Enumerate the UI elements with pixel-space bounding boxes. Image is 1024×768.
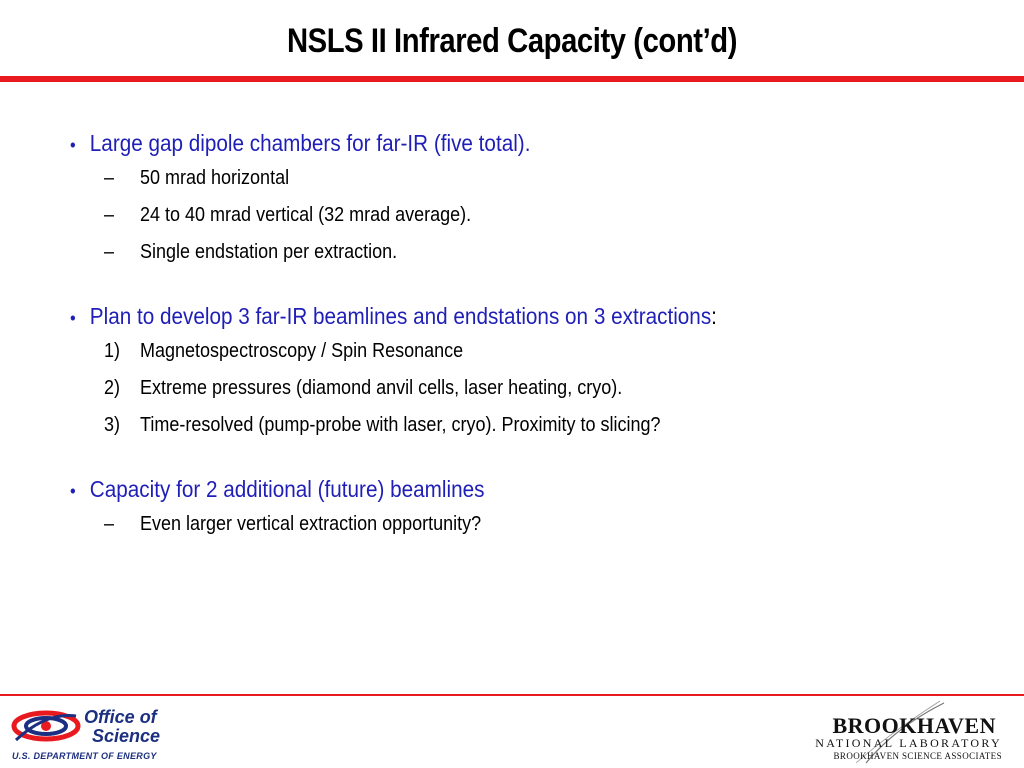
bullet-dot-icon: • [70,308,76,328]
sub-text: Even larger vertical extraction opportunity? [140,513,482,535]
section-2 [70,301,970,444]
title-divider [0,76,1024,82]
sub-item [104,234,883,271]
national-laboratory-label: NATIONAL LABORATORY [815,736,1002,750]
sub-text: Extreme pressures (diamond anvil cells, laser heating, cryo). [140,377,623,399]
sub-item [104,407,883,444]
sub-text: Time-resolved (pump-probe with laser, cryo). Proximity to slicing? [140,414,661,436]
sub-text: 24 to 40 mrad vertical (32 mrad average). [140,204,472,226]
sub-text: Single endstation per extraction. [140,241,398,263]
sub-marker: 2) [104,377,121,399]
sub-item [104,197,883,234]
sub-text: 50 mrad horizontal [140,167,290,189]
office-of-science-line1: Office of [84,707,157,727]
bullet-dot-icon: • [70,135,76,155]
brookhaven-name: BROOKHAVEN [832,713,996,738]
slide-title: NSLS II Infrared Capacity (cont’d) [286,22,738,60]
bullet-dot-icon: • [70,481,76,501]
sub-marker: 3) [104,414,121,436]
sub-marker: – [104,204,115,226]
bullet-item [70,128,880,160]
sub-marker: 1) [104,340,121,362]
section-3 [70,474,970,543]
sub-text: Magnetospectroscopy / Spin Resonance [140,340,464,362]
bullet-text: Large gap dipole chambers for far-IR (five total). [89,130,531,156]
bullet-suffix: : [711,303,717,329]
office-of-science-line2: Science [92,726,161,746]
bullet-item [70,301,880,333]
doe-label: U.S. DEPARTMENT OF ENERGY [12,751,157,761]
section-1 [70,128,970,271]
sub-item [104,370,883,407]
footer-divider [0,694,1024,696]
sub-marker: – [104,167,115,189]
sub-marker: – [104,241,115,263]
bullet-text: Capacity for 2 additional (future) beamlines [89,476,485,502]
sub-item [104,160,883,197]
bullet-text: Plan to develop 3 far-IR beamlines and endstations on 3 extractions [89,303,712,329]
sub-item [104,333,883,370]
sub-item [104,506,883,543]
brookhaven-associates-label: BROOKHAVEN SCIENCE ASSOCIATES [833,751,1002,761]
sub-marker: – [104,513,115,535]
slide-body [70,128,970,573]
bullet-item [70,474,880,506]
